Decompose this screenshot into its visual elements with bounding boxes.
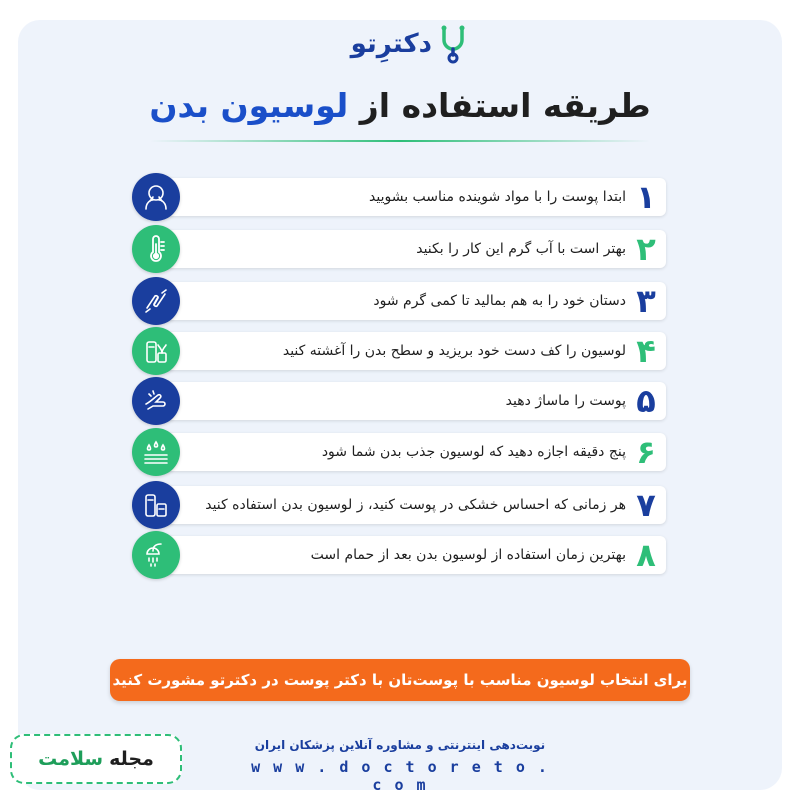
step-number: ۷ bbox=[636, 486, 656, 524]
stethoscope-icon bbox=[436, 24, 470, 64]
thermometer-icon bbox=[132, 225, 180, 273]
step-3 bbox=[154, 282, 666, 320]
step-text: دستان خود را به هم بمالید تا کمی گرم شود bbox=[373, 293, 626, 309]
health-magazine-badge[interactable] bbox=[10, 734, 182, 784]
step-number: ۱ bbox=[636, 178, 656, 216]
step-7 bbox=[154, 486, 666, 524]
doctoreto-logo[interactable] bbox=[340, 22, 470, 66]
rubbing-hands-icon bbox=[132, 277, 180, 325]
step-4 bbox=[154, 332, 666, 370]
step-text: لوسیون را کف دست خود بریزید و سطح بدن را آغشته کنید bbox=[282, 343, 626, 359]
step-text: پنج دقیقه اجازه دهید که لوسیون جذب بدن شما شود bbox=[321, 444, 626, 460]
title-divider bbox=[150, 140, 650, 142]
step-text: ابتدا پوست را با مواد شوینده مناسب بشویید bbox=[369, 189, 626, 205]
step-1 bbox=[154, 178, 666, 216]
step-number: ۵ bbox=[636, 382, 656, 420]
step-number: ۶ bbox=[636, 433, 656, 471]
step-text: هر زمانی که احساس خشکی در پوست کنید، ز لوسیون بدن استفاده کنید bbox=[205, 497, 626, 513]
cta-text: برای انتخاب لوسیون مناسب با پوست‌تان با دکتر پوست در دکترتو مشورت کنید bbox=[112, 671, 688, 689]
cream-bottle-icon bbox=[132, 481, 180, 529]
step-5 bbox=[154, 382, 666, 420]
step-2 bbox=[154, 230, 666, 268]
absorption-drops-icon bbox=[132, 428, 180, 476]
step-number: ۳ bbox=[636, 282, 656, 320]
step-number: ۲ bbox=[636, 230, 656, 268]
step-8 bbox=[154, 536, 666, 574]
footer-url-link[interactable]: w w w . d o c t o r e t o . c o m bbox=[251, 758, 549, 794]
badge-label-1: مجله bbox=[109, 748, 154, 770]
washing-face-icon bbox=[132, 173, 180, 221]
badge-label-2: سلامت bbox=[38, 748, 104, 770]
consult-cta-button[interactable] bbox=[110, 659, 690, 701]
step-number: ۸ bbox=[636, 536, 656, 574]
massage-hand-icon bbox=[132, 377, 180, 425]
step-text: بهتر است با آب گرم این کار را بکنید bbox=[416, 241, 626, 257]
step-text: بهترین زمان استفاده از لوسیون بدن بعد از حمام است bbox=[310, 547, 626, 563]
shower-icon bbox=[132, 531, 180, 579]
logo-text: دکترِتو bbox=[350, 29, 432, 59]
lotion-bottle-icon bbox=[132, 327, 180, 375]
page-title bbox=[0, 86, 800, 125]
step-number: ۴ bbox=[636, 332, 656, 370]
title-accent: لوسیون بدن bbox=[149, 86, 349, 125]
title-main: طریقه استفاده از bbox=[348, 86, 651, 125]
step-6 bbox=[154, 433, 666, 471]
step-text: پوست را ماساژ دهید bbox=[505, 393, 626, 409]
footer-tagline: نوبت‌دهی اینترنتی و مشاوره آنلاین پزشکان ایران bbox=[254, 738, 546, 752]
